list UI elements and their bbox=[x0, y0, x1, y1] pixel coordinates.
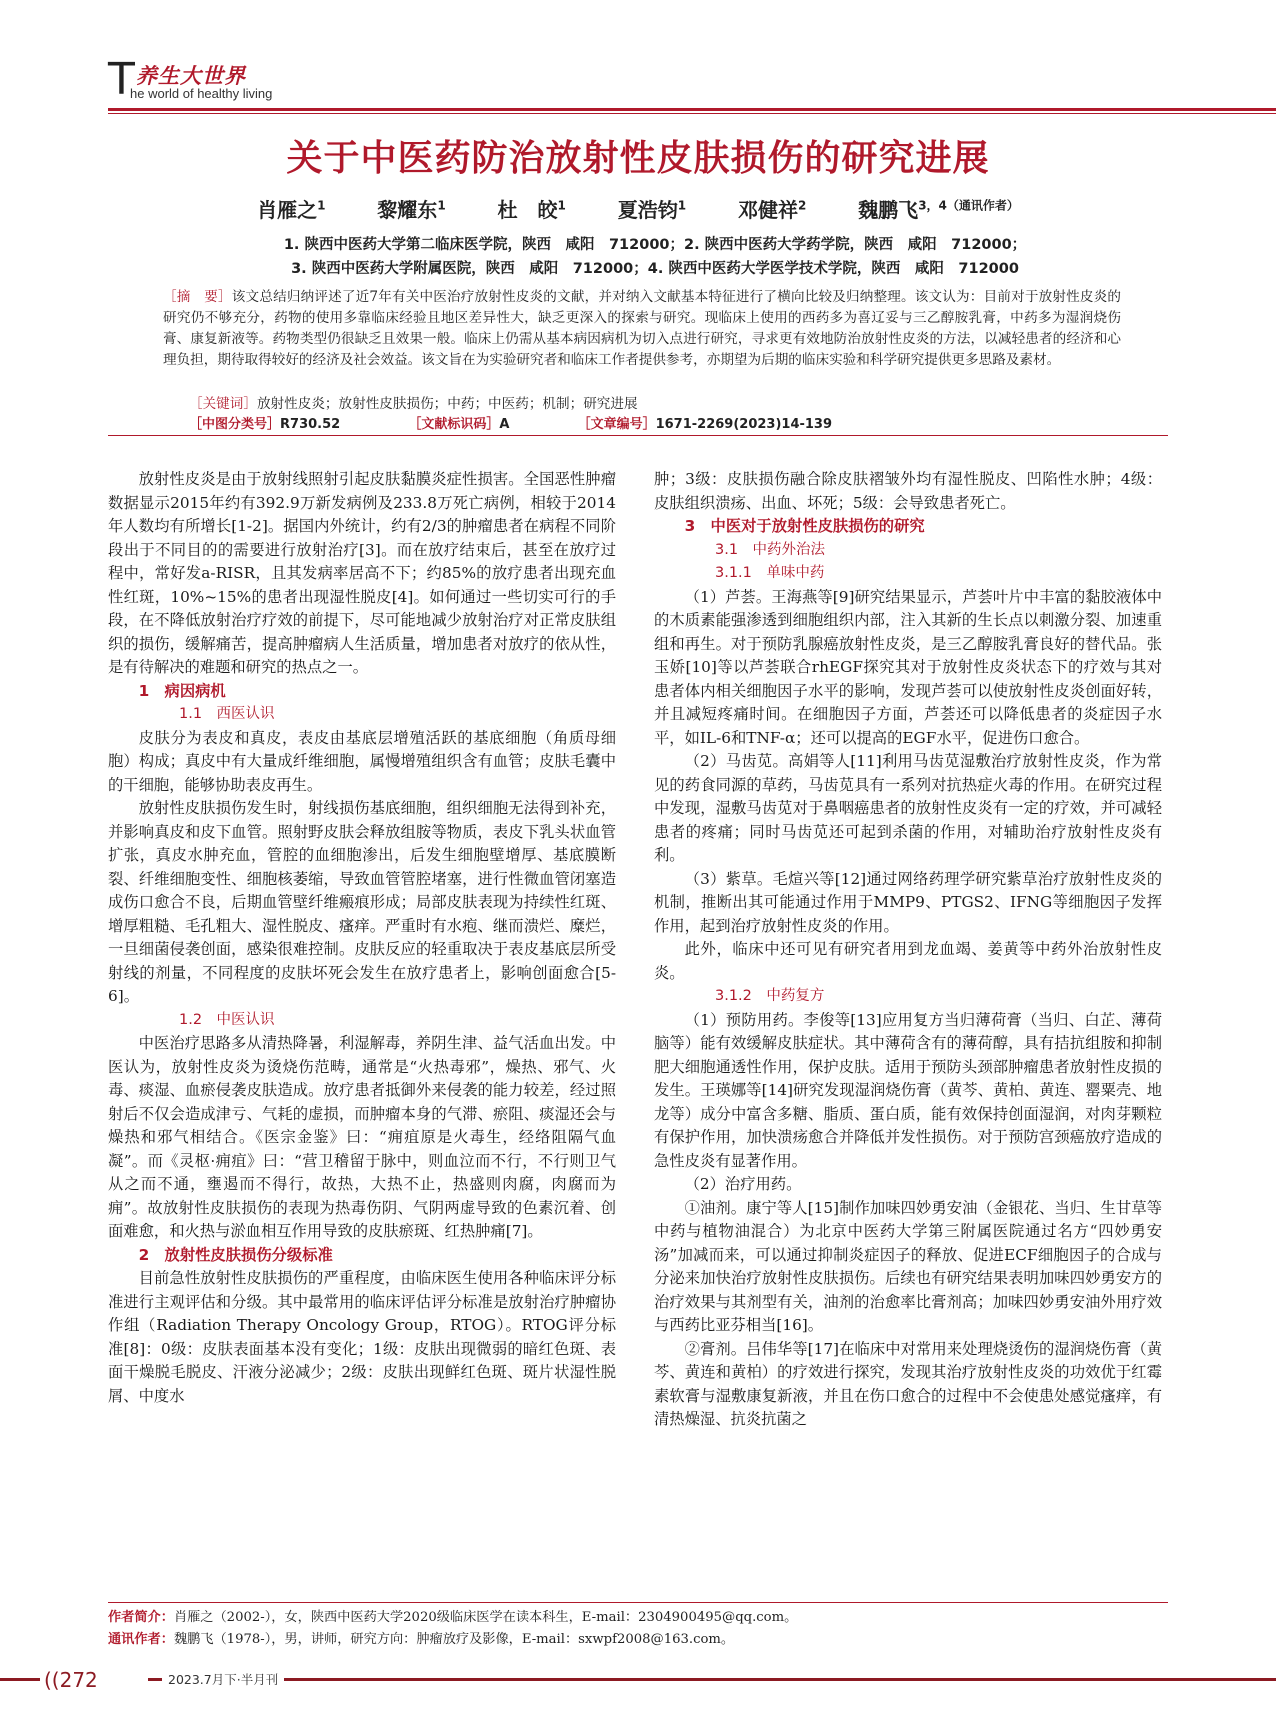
doc-code-label: ［文献标识码］ bbox=[408, 417, 500, 432]
author-name: 黎耀东 bbox=[377, 198, 438, 222]
author-name: 魏鹏飞 bbox=[858, 198, 919, 222]
body-paragraph: 目前急性放射性皮肤损伤的严重程度，由临床医生使用各种临床评分标准进行主观评估和分级。其中最常用的临床评估评分标准是放射治疗肿瘤协作组（Radiation Therapy Oncology Group，RTOG）。RTOG评分标准[8]：0级：皮肤表面基本没有变化；1级：皮肤出现微弱的暗红色斑、表面干燥脱毛脱皮、汗液分泌减少；2级：皮肤出现鲜红色斑、斑片状湿性脱屑、中度水 bbox=[108, 1269, 616, 1405]
article-number bbox=[578, 417, 832, 432]
author-bio bbox=[108, 1606, 797, 1625]
section-heading: 1 病因病机 bbox=[138, 681, 226, 700]
article-number-value: 1671-2269(2023)14-139 bbox=[655, 417, 833, 432]
body-paragraph: （2）治疗用药。 bbox=[684, 1175, 802, 1193]
subsection-heading: 3.1.2 中药复方 bbox=[715, 988, 825, 1004]
abstract-divider bbox=[108, 435, 1168, 436]
section-heading: 3 中医对于放射性皮肤损伤的研究 bbox=[684, 517, 925, 535]
body-paragraph: 中医治疗思路多从清热降暑，利湿解毒，养阴生津、益气活血出发。中医认为，放射性皮炎为烫烧伤范畴，通常是“火热毒邪”，燥热、邪气、火毒、痰湿、血瘀侵袭皮肤造成。放疗患者抵御外来侵袭的能力较差，经过照射后不仅会造成津亏、气耗的虚损，而肿瘤本身的气滞、瘀阻、痰湿还会与燥热和邪气相结合。《医宗金鉴》曰：“痈疽原是火毒生，经络阻隔气血凝”。而《灵枢·痈疽》曰：“营卫稽留于脉中，则血泣而不行，不行则卫气从之而不通，壅遏而不得行，故热，大热不止，热盛则肉腐，肉腐而为痈”。故放射性皮肤损伤的表现为热毒伤阴、气阴两虚导致的色素沉着、创面难愈，和火热与淤血相互作用导致的皮肤瘀斑、红热肿痛[7]。 bbox=[108, 1034, 616, 1240]
author-sup: 1 bbox=[437, 198, 446, 213]
classification-row bbox=[189, 413, 896, 432]
body-paragraph: 此外，临床中还可见有研究者用到龙血竭、姜黄等中药外治放射性皮炎。 bbox=[654, 940, 1162, 982]
author-sup: 1 bbox=[677, 198, 687, 213]
corresponding-author-label: 通讯作者： bbox=[108, 1632, 174, 1647]
clc-value: R730.52 bbox=[280, 417, 341, 432]
keywords bbox=[189, 392, 638, 412]
body-paragraph: ②膏剂。吕伟华等[17]在临床中对常用来处理烧烫伤的湿润烧伤膏（黄芩、黄连和黄柏）的疗效进行探究，发现其治疗放射性皮炎的功效优于红霉素软膏与湿敷康复新液，并且在伤口愈合的过程中不会使患处感觉瘙痒，有清热燥湿、抗炎抗菌之 bbox=[654, 1339, 1162, 1428]
issue-date: 2023.7月下·半月刊 bbox=[162, 1670, 284, 1688]
affiliation-line: 3. 陕西中医药大学附属医院，陕西 咸阳 712000；4. 陕西中医药大学医学技术学院，陕西 咸阳 712000 bbox=[291, 261, 1019, 277]
author-list bbox=[0, 194, 1276, 223]
body-paragraph: （1）预防用药。李俊等[13]应用复方当归薄荷膏（当归、白芷、薄荷脑等）能有效缓解皮肤症状。其中薄荷含有的薄荷醇，具有拮抗组胺和抑制肥大细胞通透性作用，保护皮肤。适用于预防头颈部肿瘤患者放射性皮损的发生。王瑛娜等[14]研究发现湿润烧伤膏（黄芩、黄柏、黄连、罂粟壳、地龙等）成分中富含多糖、脂质、蛋白质，能有效保持创面湿润，对肉芽颗粒有保护作用，加快溃疡愈合并降低并发性损伤。对于预防宫颈癌放疗造成的急性皮炎有显著作用。 bbox=[654, 1010, 1162, 1170]
author-sup: 2 bbox=[797, 198, 807, 213]
body-paragraph: ①油剂。康宁等人[15]制作加味四妙勇安油（金银花、当归、生甘草等中药与植物油混合）为北京中医药大学第三附属医院通过名方“四妙勇安汤”加减而来，可以通过抑制炎症因子的释放、促进ECF细胞因子的合成与分泌来加快治疗放射性皮肤损伤。后续也有研究结果表明加味四妙勇安方的治疗效果与其剂型有关，油剂的治愈率比膏剂高；加味四妙勇安油外用疗效与西药比亚芬相当[16]。 bbox=[654, 1198, 1162, 1334]
footnote-divider bbox=[108, 1602, 1168, 1603]
clc-label: ［中图分类号］ bbox=[189, 417, 281, 432]
header-divider bbox=[108, 108, 1276, 111]
corresponding-author bbox=[108, 1628, 734, 1647]
subsection-heading: 1.2 中医认识 bbox=[179, 1011, 275, 1028]
subsection-heading: 3.1 中药外治法 bbox=[715, 541, 826, 558]
header-divider-thin bbox=[108, 113, 1276, 114]
affiliation-line: 1. 陕西中医药大学第二临床医学院，陕西 咸阳 712000；2. 陕西中医药大学药学院，陕西 咸阳 712000； bbox=[283, 237, 1027, 253]
keywords-label: ［关键词］ bbox=[189, 396, 257, 412]
author-bio-label: 作者简介： bbox=[108, 1610, 174, 1625]
author-name: 肖雁之 bbox=[257, 198, 318, 222]
doc-code bbox=[408, 417, 509, 432]
body-paragraph: （3）紫草。毛煊兴等[12]通过网络药理学研究紫草治疗放射性皮炎的机制，推断出其可能通过作用于MMP9、PTGS2、IFNG等细胞因子发挥作用，起到治疗放射性皮炎的作用。 bbox=[654, 869, 1162, 935]
page-number-value: 272 bbox=[59, 1668, 98, 1692]
article-title: 关于中医药防治放射性皮肤损伤的研究进展 bbox=[286, 138, 990, 179]
abstract-text: 该文总结归纳评述了近7年有关中医治疗放射性皮炎的文献，并对纳入文献基本特征进行了横向比较及归纳整理。该文认为：目前对于放射性皮炎的研究仍不够充分，药物的使用多靠临床经验且地区差异性大，缺乏更深入的探索与研究。现临床上使用的西药多为喜辽妥与三乙醇胺乳膏，中药多为湿润烧伤膏、康复新液等。药物类型仍很缺乏且效果一般。临床上仍需从基本病因病机为切入点进行研究，寻求更有效地防治放射性皮炎的方法，以减轻患者的经济和心理负担，期待取得较好的经济及社会效益。该文旨在为实验研究者和临床工作者提供参考，亦期望为后期的临床实验和科学研究提供更多思路及素材。 bbox=[163, 289, 1121, 368]
clc-number bbox=[189, 417, 340, 432]
body-paragraph: 皮肤分为表皮和真皮，表皮由基底层增殖活跃的基底细胞（角质母细胞）构成；真皮中有大量成纤维细胞，属慢增殖组织含有血管；皮肤毛囊中的干细胞，能够协助表皮再生。 bbox=[108, 728, 616, 794]
author-sup: 3，4（通讯作者） bbox=[918, 198, 1019, 213]
abstract bbox=[163, 287, 1121, 371]
author-bio-text: 肖雁之（2002-），女，陕西中医药大学2020级临床医学在读本科生，E-mail：2304900495@qq.com。 bbox=[173, 1610, 798, 1625]
author-sup: 1 bbox=[557, 198, 566, 213]
author-sup: 1 bbox=[317, 198, 326, 213]
left-column bbox=[108, 468, 616, 1408]
article-number-label: ［文章编号］ bbox=[577, 417, 656, 432]
body-paragraph: （1）芦荟。王海燕等[9]研究结果显示，芦荟叶片中丰富的黏胶液体中的木质素能强渗透到细胞组织内部，注入其新的生长点以刺激分裂、加速重组和再生。对于预防乳腺癌放射性皮炎，是三乙醇胺乳膏良好的替代品。张玉娇[10]等以芦荟联合rhEGF探究其对于放射性皮炎状态下的疗效与其对患者体内相关细胞因子水平的影响，发现芦荟可以使放射性皮炎创面好转，并且减短疼痛时间。在细胞因子方面，芦荟还可以降低患者的炎症因子水平，如IL-6和TNF-α；还可以提高的EGF水平，促进伤口愈合。 bbox=[654, 587, 1162, 747]
corresponding-author-text: 魏鹏飞（1978-），男，讲师，研究方向：肿瘤放疗及影像，E-mail：sxwpf2008@163.com。 bbox=[173, 1632, 735, 1647]
section-heading: 2 放射性皮肤损伤分级标准 bbox=[138, 1245, 333, 1264]
masthead-logo bbox=[108, 54, 278, 108]
right-column bbox=[654, 468, 1162, 1432]
masthead-title: 养生大世界 bbox=[136, 64, 246, 88]
subsection-heading: 1.1 西医认识 bbox=[179, 706, 275, 722]
author-name: 夏浩钧 bbox=[617, 198, 678, 222]
body-paragraph: 放射性皮肤损伤发生时，射线损伤基底细胞，组织细胞无法得到补充，并影响真皮和皮下血管。照射野皮肤会释放组胺等物质，表皮下乳头状血管扩张，真皮水肿充血，管腔的血细胞渗出，后发生细胞壁增厚、基底膜断裂、纤维细胞变性、细胞核萎缩，导致血管管腔堵塞，进行性微血管闭塞造成伤口愈合不良，后期血管壁纤维瘢痕形成；局部皮肤表现为持续性红斑、增厚粗糙、毛孔粗大、湿性脱皮、瘙痒。严重时有水疱、继而溃烂、糜烂，一旦细菌侵袭创面，感染很难控制。皮肤反应的轻重取决于表皮基底层所受射线的剂量，不同程度的皮肤坏死会发生在放疗患者上，影响创面愈合[5-6]。 bbox=[108, 799, 616, 1005]
masthead-subtitle: he world of healthy living bbox=[130, 86, 273, 101]
doc-code-value: A bbox=[499, 417, 510, 432]
abstract-label: ［摘 要］ bbox=[163, 289, 232, 305]
body-paragraph: （2）马齿苋。高娟等人[11]利用马齿苋湿敷治疗放射性皮炎，作为常见的药食同源的草药，马齿苋具有一系列对抗热症火毒的作用。在研究过程中发现，湿敷马齿苋对于鼻咽癌患者的放射性皮炎有一定的疗效，并可减轻患者的疼痛；同时马齿苋还可起到杀菌的作用，对辅助治疗放射性皮炎有利。 bbox=[654, 752, 1162, 864]
body-paragraph: 放射性皮炎是由于放射线照射引起皮肤黏膜炎症性损害。全国恶性肿瘤数据显示2015年约有392.9万新发病例及233.8万死亡病例，相较于2014年人数均有所增长[1-2]。据国内外统计，约有2/3的肿瘤患者在病程不同阶段出于不同目的的需要进行放射治疗[3]。而在放疗结束后，甚至在放疗过程中，常好发a-RISR，且其发病率居高不下；约85%的放疗患者出现充血性红斑，10%~15%的患者出现湿性脱皮[4]。如何通过一些切实可行的手段，在不降低放射治疗疗效的前提下，尽可能地减少放射治疗对正常皮肤组织的损伤，缓解痛苦，提高肿瘤病人生活质量，增加患者对放疗的依从性，是有待解决的难题和研究的热点之一。 bbox=[108, 470, 616, 676]
masthead-letter: T bbox=[108, 54, 135, 105]
body-paragraph: 肿；3级：皮肤损伤融合除皮肤褶皱外均有湿性脱皮、凹陷性水肿；4级：皮肤组织溃疡、出血、坏死；5级：会导致患者死亡。 bbox=[654, 470, 1162, 512]
subsection-heading: 3.1.1 单味中药 bbox=[715, 565, 825, 581]
keywords-text: 放射性皮炎；放射性皮肤损伤；中药；中医药；机制；研究进展 bbox=[256, 396, 638, 412]
page-number: ((272 bbox=[44, 1668, 98, 1692]
author-name: 杜 皎 bbox=[497, 198, 558, 222]
author-name: 邓健祥 bbox=[737, 198, 798, 222]
